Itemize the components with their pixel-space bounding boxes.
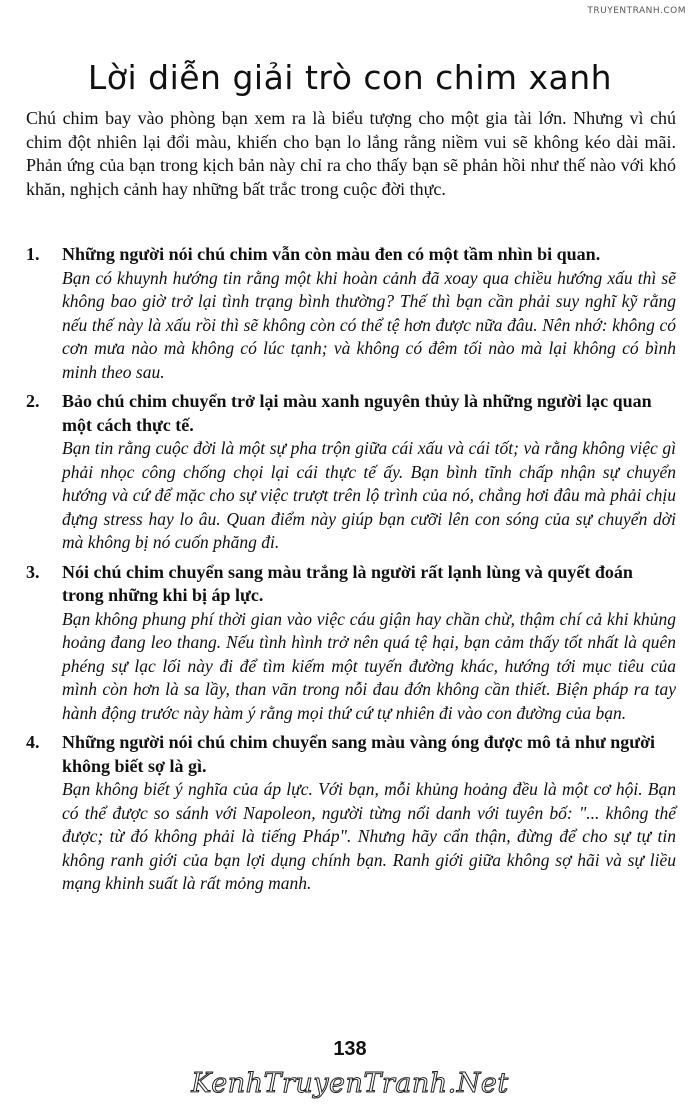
page-number: 138	[333, 1038, 367, 1060]
item-heading: Những người nói chú chim chuyển sang màu vàng óng được mô tả như người không biết sợ là gì.	[62, 732, 656, 776]
list-item	[26, 561, 676, 726]
list-item	[26, 390, 676, 555]
item-body: Bạn có khuynh hướng tin rằng một khi hoàn cảnh đã xoay qua chiều hướng xấu thì sẽ không bao giờ trở lại tình trạng bình thường? Thế thì bạn cần phải suy nghĩ kỹ rằng nếu thế này là xấu rồi thì sẽ không còn có thể tệ hơn được nữa đâu. Nên nhớ: không có cơn mưa nào mà không có lúc tạnh; và không có đêm tối nào mà lại không có bình minh theo sau.	[62, 267, 676, 382]
item-body: Bạn không phung phí thời gian vào việc cáu giận hay chần chừ, thậm chí cả khi khủng hoảng đang leo thang. Nếu tình hình trở nên quá tệ hại, bạn cảm thấy tốt nhất là quên phéng sự lạc lối này đi để tìm kiếm một tuyến đường khác, hướng tới mục tiêu của mình còn hơn là sa lầy, than vãn trong nỗi đau đớn không cần thiết. Biện pháp ra tay hành động trước này hàm ý rằng mọi thứ cứ tự nhiên đi vào con đường của bạn.	[62, 608, 676, 723]
list-item	[26, 731, 676, 896]
item-number: 4.	[26, 732, 40, 752]
item-number: 1.	[26, 244, 40, 264]
intro-paragraph: Chú chim bay vào phòng bạn xem ra là biểu tượng cho một gia tài lớn. Nhưng vì chú chim đột nhiên lại đổi màu, khiến cho bạn lo lắng rằng niềm vui sẽ không kéo dài mãi. Phản ứng của bạn trong kịch bản này chỉ ra cho thấy bạn sẽ phản hồi như thế nào với khó khăn, nghịch cảnh hay những bất trắc trong cuộc đời thực.	[26, 108, 676, 199]
item-body: Bạn tin rằng cuộc đời là một sự pha trộn giữa cái xấu và cái tốt; và rằng không việc gì phải nhọc công chống chọi lại cái thực tế ấy. Bạn bình tĩnh chấp nhận sự chuyển hướng và cứ để mặc cho sự việc trượt trên lộ trình của nó, chẳng hơi đâu mà phải chịu đựng stress hay lo âu. Quan điểm này giúp bạn cưỡi lên con sóng của sự chuyển dời mà không bị nó cuốn phăng đi.	[62, 438, 676, 552]
item-heading: Bảo chú chim chuyển trở lại màu xanh nguyên thủy là những người lạc quan một cách thực tế.	[62, 391, 652, 435]
item-heading: Nói chú chim chuyển sang màu trắng là người rất lạnh lùng và quyết đoán trong những khi bị áp lực.	[62, 561, 633, 605]
interpretation-list	[26, 243, 676, 902]
bottom-watermark: KenhTruyenTranh.Net	[191, 1068, 509, 1099]
list-item	[26, 243, 676, 384]
item-body: Bạn không biết ý nghĩa của áp lực. Với bạn, mỗi khủng hoảng đều là một cơ hội. Bạn có thể được so sánh với Napoleon, người từng nổi danh với tuyên bố: "... không thể được; từ đó không phải là tiếng Pháp". Nhưng hãy cẩn thận, đừng để cho sự tự tin không ranh giới của bạn lợi dụng chính bạn. Ranh giới giữa không sợ hãi và sự liều mạng khinh suất là rất mỏng manh.	[62, 779, 676, 893]
item-heading: Những người nói chú chim vẫn còn màu đen có một tầm nhìn bi quan.	[62, 244, 601, 264]
item-number: 2.	[26, 391, 40, 411]
top-watermark: TRUYENTRANH.COM	[587, 6, 686, 16]
page-title: Lời diễn giải trò con chim xanh	[87, 58, 613, 97]
item-number: 3.	[26, 561, 40, 582]
